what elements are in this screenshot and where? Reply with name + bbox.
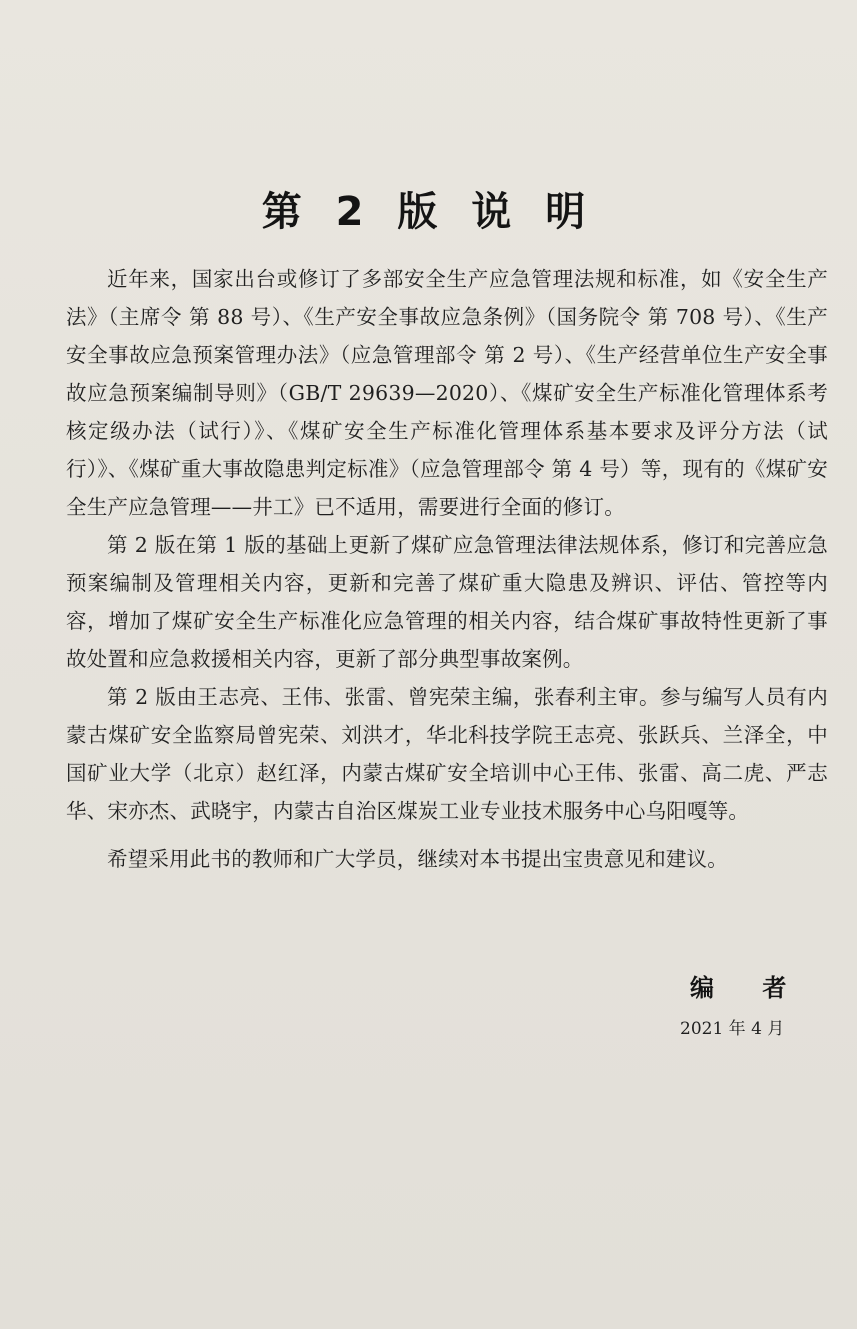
body-text: [66, 260, 828, 878]
date: 2021 年 4 月: [680, 1019, 785, 1039]
paragraph-authors: 第 2 版由王志亮、王伟、张雷、曾宪荣主编，张春利主审。参与编写人员有内蒙古煤矿安全监察局曾宪荣、刘洪才，华北科技学院王志亮、张跃兵、兰泽全，中国矿业大学（北京）赵红泽，内蒙古煤矿安全培训中心王伟、张雷、高二虎、严志华、宋亦杰、武晓宇，内蒙古自治区煤炭工业专业技术服务中心乌阳嘎等。: [66, 685, 828, 823]
paragraph-closing: 希望采用此书的教师和广大学员，继续对本书提出宝贵意见和建议。: [107, 847, 728, 871]
paragraph-regulations: 近年来，国家出台或修订了多部安全生产应急管理法规和标准，如《安全生产法》（主席令 第 88 号）、《生产安全事故应急条例》（国务院令 第 708 号）、《生产安全事故应急预案管理办法》（应急管理部令 第 2 号）、《生产经营单位生产安全事故应急预案编制导则》（GB/T 29639—2020）、《煤矿安全生产标准化管理体系考核定级办法（试行）》、《煤矿安全生产标准化管理体系基本要求及评分方法（试行）》、《煤矿重大事故隐患判定标准》（应急管理部令 第 4 号）等，现有的《煤矿安全生产应急管理——井工》已不适用，需要进行全面的修订。: [66, 267, 828, 519]
signature: 编 者: [690, 974, 807, 1002]
page-title: 第 2 版 说 明: [261, 189, 596, 235]
paragraph-updates: 第 2 版在第 1 版的基础上更新了煤矿应急管理法律法规体系，修订和完善应急预案编制及管理相关内容，更新和完善了煤矿重大隐患及辨识、评估、管控等内容，增加了煤矿安全生产标准化应急管理的相关内容，结合煤矿事故特性更新了事故处置和应急救援相关内容，更新了部分典型事故案例。: [66, 533, 828, 671]
